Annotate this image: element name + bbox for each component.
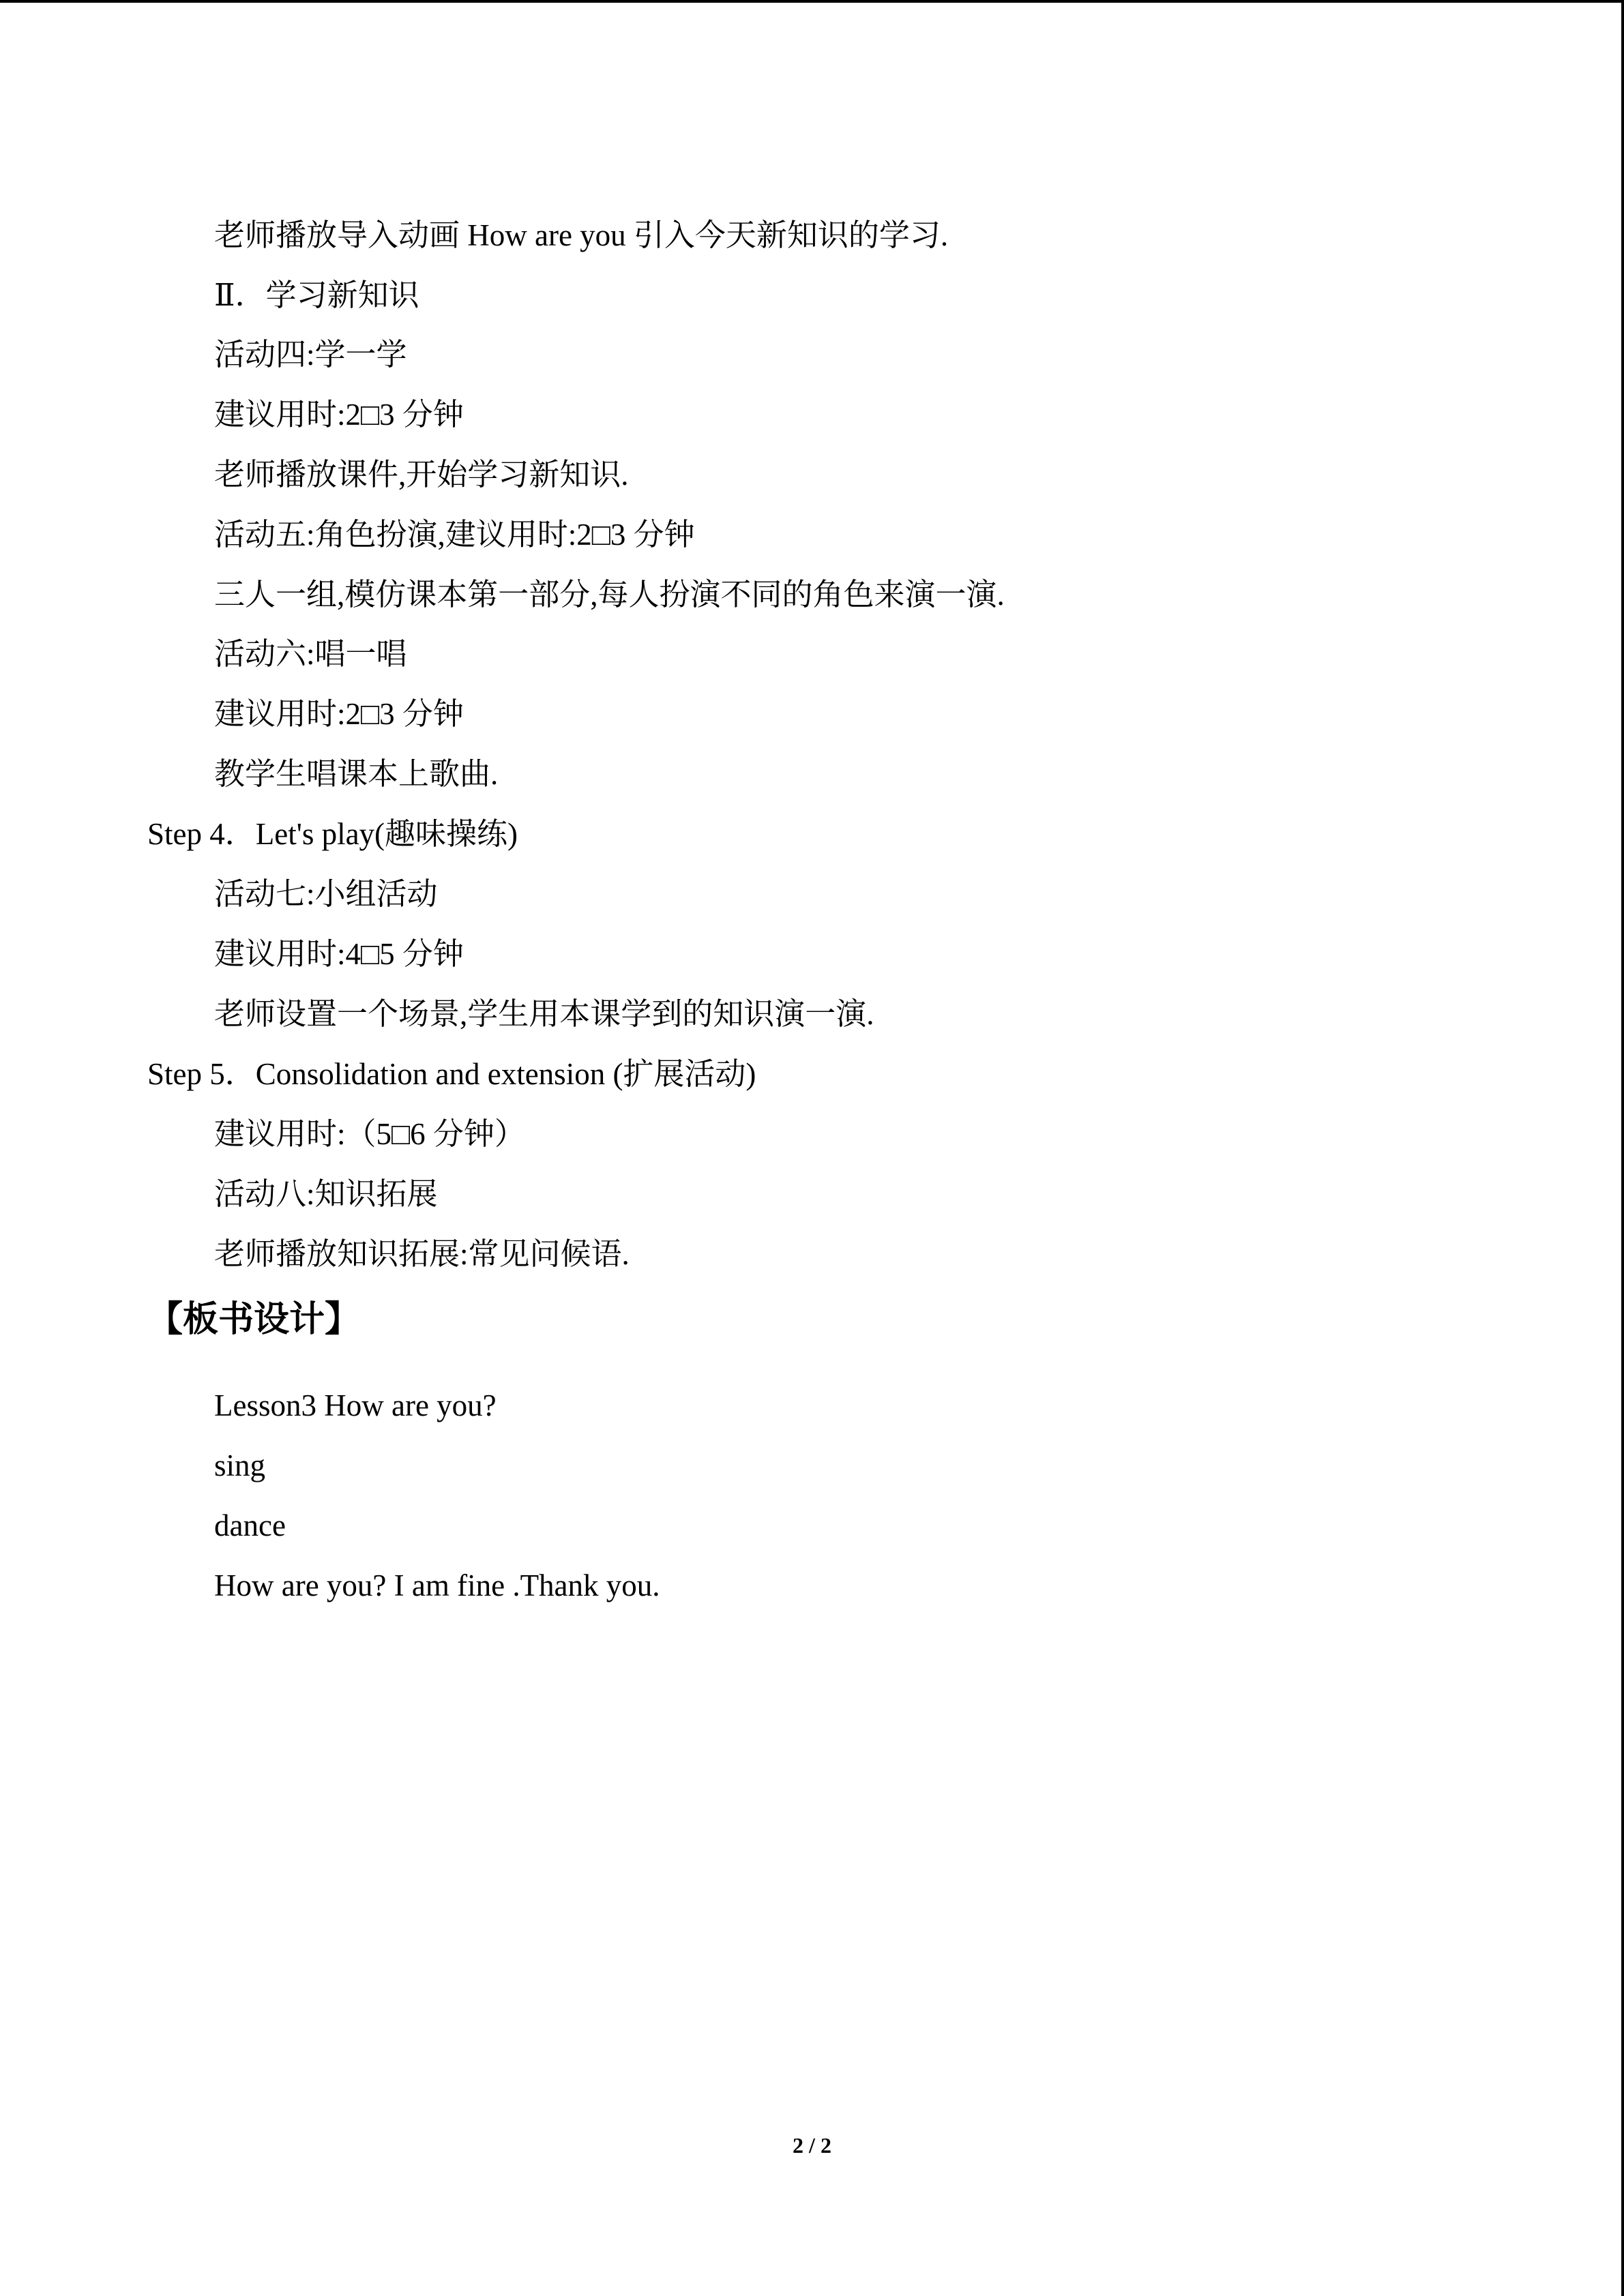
step-4-heading: Step 4．Let's play(趣味操练) xyxy=(147,817,518,851)
page-number: 2 / 2 xyxy=(793,2133,831,2158)
text-line: 活动六:唱一唱 xyxy=(214,637,407,671)
text-line: 建议用时:2□3 分钟 xyxy=(214,398,464,432)
text-line: 老师播放知识拓展:常见问候语. xyxy=(214,1237,630,1271)
text-line: 建议用时:（5□6 分钟） xyxy=(214,1117,525,1151)
board-design-heading: 【板书设计】 xyxy=(147,1299,361,1340)
board-line: dance xyxy=(214,1508,286,1542)
text-line: 老师设置一个场景,学生用本课学到的知识演一演. xyxy=(214,997,874,1031)
step-5-heading: Step 5．Consolidation and extension (扩展活动) xyxy=(147,1057,756,1091)
text-line: 活动四:学一学 xyxy=(214,338,407,372)
text-line: 老师播放导入动画 How are you 引入今天新知识的学习. xyxy=(214,218,949,252)
text-line: 教学生唱课本上歌曲. xyxy=(214,757,499,791)
board-line: Lesson3 How are you? xyxy=(214,1388,497,1422)
page-border-top xyxy=(0,0,1624,3)
text-line: 建议用时:4□5 分钟 xyxy=(214,937,464,971)
board-line: sing xyxy=(214,1448,266,1482)
text-line: 三人一组,模仿课本第一部分,每人扮演不同的角色来演一演. xyxy=(214,578,1005,612)
text-line: 老师播放课件,开始学习新知识. xyxy=(214,458,629,492)
text-line: 活动五:角色扮演,建议用时:2□3 分钟 xyxy=(214,518,695,552)
page-border-right xyxy=(1621,0,1624,2296)
board-line: How are you? I am fine .Thank you. xyxy=(214,1568,660,1602)
text-line: 活动八:知识拓展 xyxy=(214,1177,438,1211)
text-line: 活动七:小组活动 xyxy=(214,877,438,911)
section-heading-learn-new: Ⅱ．学习新知识 xyxy=(214,278,419,312)
text-line: 建议用时:2□3 分钟 xyxy=(214,697,464,731)
